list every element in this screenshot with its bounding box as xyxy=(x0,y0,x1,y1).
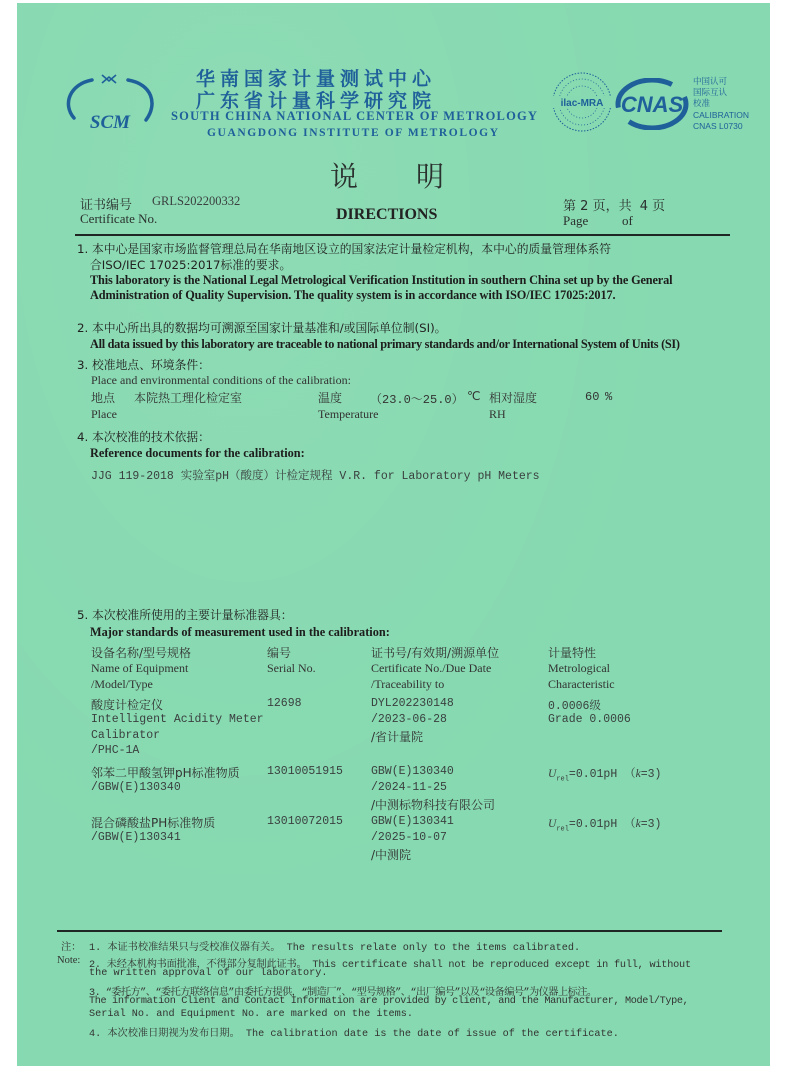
note-3-line-1: 3. “委托方”、“委托方联络信息”由委托方提供，“制造厂”、“型号规格”、“出厂编号”以及“设备编号”为仪器上标注。 xyxy=(89,988,597,999)
section-1-cn-line-1: 1. 本中心是国家市场监督管理总局在华南地区设立的国家法定计量检定机构，本中心的质量管理体系符 xyxy=(77,242,612,256)
page-suffix: 页 xyxy=(652,199,666,214)
org-name-cn-2: 广东省计量科学研究院 xyxy=(196,90,437,112)
equipment-name: 邻苯二甲酸氢钾pH标准物质 xyxy=(91,766,240,780)
equipment-name: Calibrator xyxy=(91,729,161,742)
column-header-en: Metrological xyxy=(548,661,610,675)
section-5-cn: 5. 本次校准所使用的主要计量标准器具： xyxy=(77,608,293,622)
due-date: /2025-10-07 xyxy=(371,831,447,844)
equipment-name: Intelligent Acidity Meter xyxy=(91,713,264,726)
accreditation-line: 中国认可 xyxy=(693,77,728,87)
certificate-number: GBW(E)130340 xyxy=(371,765,454,778)
note-3-line-2: The information Client and Contact Information are provided by client, and the Manufacturer, Model/Type, xyxy=(89,996,689,1007)
traceability: /中测院 xyxy=(371,848,412,862)
place-value: 本院热工理化检定室 xyxy=(134,391,243,405)
org-name-en-1: SOUTH CHINA NATIONAL CENTER OF METROLOGY xyxy=(171,109,539,123)
page-of-label-en: of xyxy=(622,213,633,228)
cnas-logo xyxy=(615,78,689,130)
k-symbol: k xyxy=(635,768,641,780)
equipment-model: /GBW(E)130341 xyxy=(91,831,181,844)
rh-label-cn: 相对湿度 xyxy=(489,391,538,405)
section-3-en: Place and environmental conditions of the calibration: xyxy=(91,373,351,387)
section-3-cn: 3. 校准地点、环境条件： xyxy=(77,358,210,372)
rel-subscript: rel xyxy=(556,775,569,784)
section-2-en: All data issued by this laboratory are traceable to national primary standards and/or International System of Units (SI) xyxy=(90,337,680,351)
equipment-model: /PHC-1A xyxy=(91,744,140,757)
temperature-unit: ℃ xyxy=(467,389,481,403)
certificate-number: DYL202230148 xyxy=(371,697,454,710)
page-total: 4 xyxy=(639,199,649,214)
column-header-cn: 编号 xyxy=(267,646,292,660)
org-name-en-2: GUANGDONG INSTITUTE OF METROLOGY xyxy=(207,127,500,139)
section-2-cn: 2. 本中心所出具的数据均可溯源至国家计量基准和/或国际单位制(SI)。 xyxy=(77,321,447,335)
org-name-cn-1: 华南国家计量测试中心 xyxy=(196,68,437,90)
u-symbol: U xyxy=(548,768,557,780)
column-header-en: /Model/Type xyxy=(91,677,153,691)
rh-unit: % xyxy=(605,390,613,404)
equipment-model: /GBW(E)130340 xyxy=(91,781,181,794)
due-date: /2024-11-25 xyxy=(371,781,447,794)
column-header-cn: 计量特性 xyxy=(548,646,597,660)
column-header-en: Characteristic xyxy=(548,677,615,691)
certificate-no-label-cn: 证书编号 xyxy=(80,198,133,213)
serial-number: 13010072015 xyxy=(267,815,343,828)
note-3-line-3: Serial No. and Equipment No. are marked on the items. xyxy=(89,1009,414,1020)
column-header-en: /Traceability to xyxy=(371,677,445,691)
certificate-number: GRLS202200332 xyxy=(152,194,241,208)
note-1: 1. 本证书校准结果只与受校准仪器有关。 The results relate only to the items calibrated. xyxy=(89,943,581,954)
accreditation-line: 国际互认 xyxy=(693,88,728,98)
place-label-en: Place xyxy=(91,407,117,421)
traceability: /省计量院 xyxy=(371,730,424,744)
traceability: /中测标物科技有限公司 xyxy=(371,798,496,812)
column-header-cn: 证书号/有效期/溯源单位 xyxy=(371,646,500,660)
page-prefix: 第 xyxy=(563,199,577,214)
coverage-factor: =3) xyxy=(640,818,662,831)
equipment-name: 混合磷酸盐PH标准物质 xyxy=(91,816,216,830)
temperature-label-en: Temperature xyxy=(318,407,379,421)
column-header-en: Serial No. xyxy=(267,661,316,675)
rh-value: 60 xyxy=(585,390,600,404)
note-2-line-1: 2. 未经本机构书面批准，不得部分复制此证书。 This certificate shall not be reproduced except in full, without xyxy=(89,960,691,971)
page-indicator xyxy=(563,195,665,214)
due-date: /2023-06-28 xyxy=(371,713,447,726)
page-current: 2 xyxy=(580,199,589,214)
temperature-value: （23.0～25.0） xyxy=(370,393,464,407)
column-header-cn: 设备名称/型号规格 xyxy=(91,646,192,660)
metrological-characteristic: 0.0006级 xyxy=(548,700,601,713)
rel-subscript: rel xyxy=(556,825,569,834)
scm-logo xyxy=(62,72,158,134)
reference-document: JJG 119-2018 实验室pH（酸度）计检定规程 V.R. for Laboratory pH Meters xyxy=(91,470,540,483)
accreditation-line: CNAS L0730 xyxy=(693,121,743,131)
ilac-mra-logo xyxy=(550,70,614,134)
coverage-factor: =3) xyxy=(640,768,662,781)
k-symbol: k xyxy=(635,818,641,830)
ilac-text: ilac-MRA xyxy=(560,98,604,109)
place-label-cn: 地点 xyxy=(91,391,116,405)
column-header-en: Certificate No./Due Date xyxy=(371,661,492,675)
section-1-en-line-2: Administration of Quality Supervision. The quality system is in accordance with ISO/IEC 17025:2017. xyxy=(90,288,616,302)
note-4: 4. 本次校准日期视为发布日期。 The calibration date is the date of issue of the certificate. xyxy=(89,1029,619,1040)
section-4-en: Reference documents for the calibration: xyxy=(90,446,305,460)
page-label-en: Page xyxy=(563,213,589,228)
certificate-number: GBW(E)130341 xyxy=(371,815,454,828)
section-1-cn-line-2: 合ISO/IEC 17025:2017标准的要求。 xyxy=(90,258,292,272)
equipment-name: 酸度计检定仪 xyxy=(91,698,164,712)
header-divider xyxy=(75,234,730,236)
uncertainty-value: =0.01pH （ xyxy=(568,768,636,781)
uncertainty-value: =0.01pH （ xyxy=(568,818,636,831)
section-5-en: Major standards of measurement used in the calibration: xyxy=(90,625,390,639)
metrological-characteristic: Grade 0.0006 xyxy=(548,713,631,726)
note-label-en: Note: xyxy=(57,955,81,966)
serial-number: 12698 xyxy=(267,697,302,710)
accreditation-line: 校准 xyxy=(693,99,711,109)
page-mid: 页，共 xyxy=(592,199,632,214)
cnas-text: CNAS xyxy=(620,92,684,117)
column-header-en: Name of Equipment xyxy=(91,661,189,675)
metrological-characteristic xyxy=(548,815,661,833)
note-2-line-2: the written approval of our laboratory. xyxy=(89,968,328,979)
section-4-cn: 4. 本次校准的技术依据： xyxy=(77,430,210,444)
logo-text: SCM xyxy=(89,112,131,133)
certificate-no-label-en: Certificate No. xyxy=(80,211,158,226)
rh-label-en: RH xyxy=(489,407,506,421)
document-title-cn: 说明 xyxy=(330,160,503,193)
metrological-characteristic xyxy=(548,765,661,783)
serial-number: 13010051915 xyxy=(267,765,343,778)
u-symbol: U xyxy=(548,818,557,830)
note-label-cn: 注： xyxy=(61,942,82,953)
temperature-label-cn: 温度 xyxy=(318,391,343,405)
footer-divider xyxy=(57,930,722,932)
section-1-en-line-1: This laboratory is the National Legal Metrological Verification Institution in southern China set up by the General xyxy=(90,273,673,287)
accreditation-line: CALIBRATION xyxy=(693,110,750,120)
document-title-en: DIRECTIONS xyxy=(336,206,438,223)
